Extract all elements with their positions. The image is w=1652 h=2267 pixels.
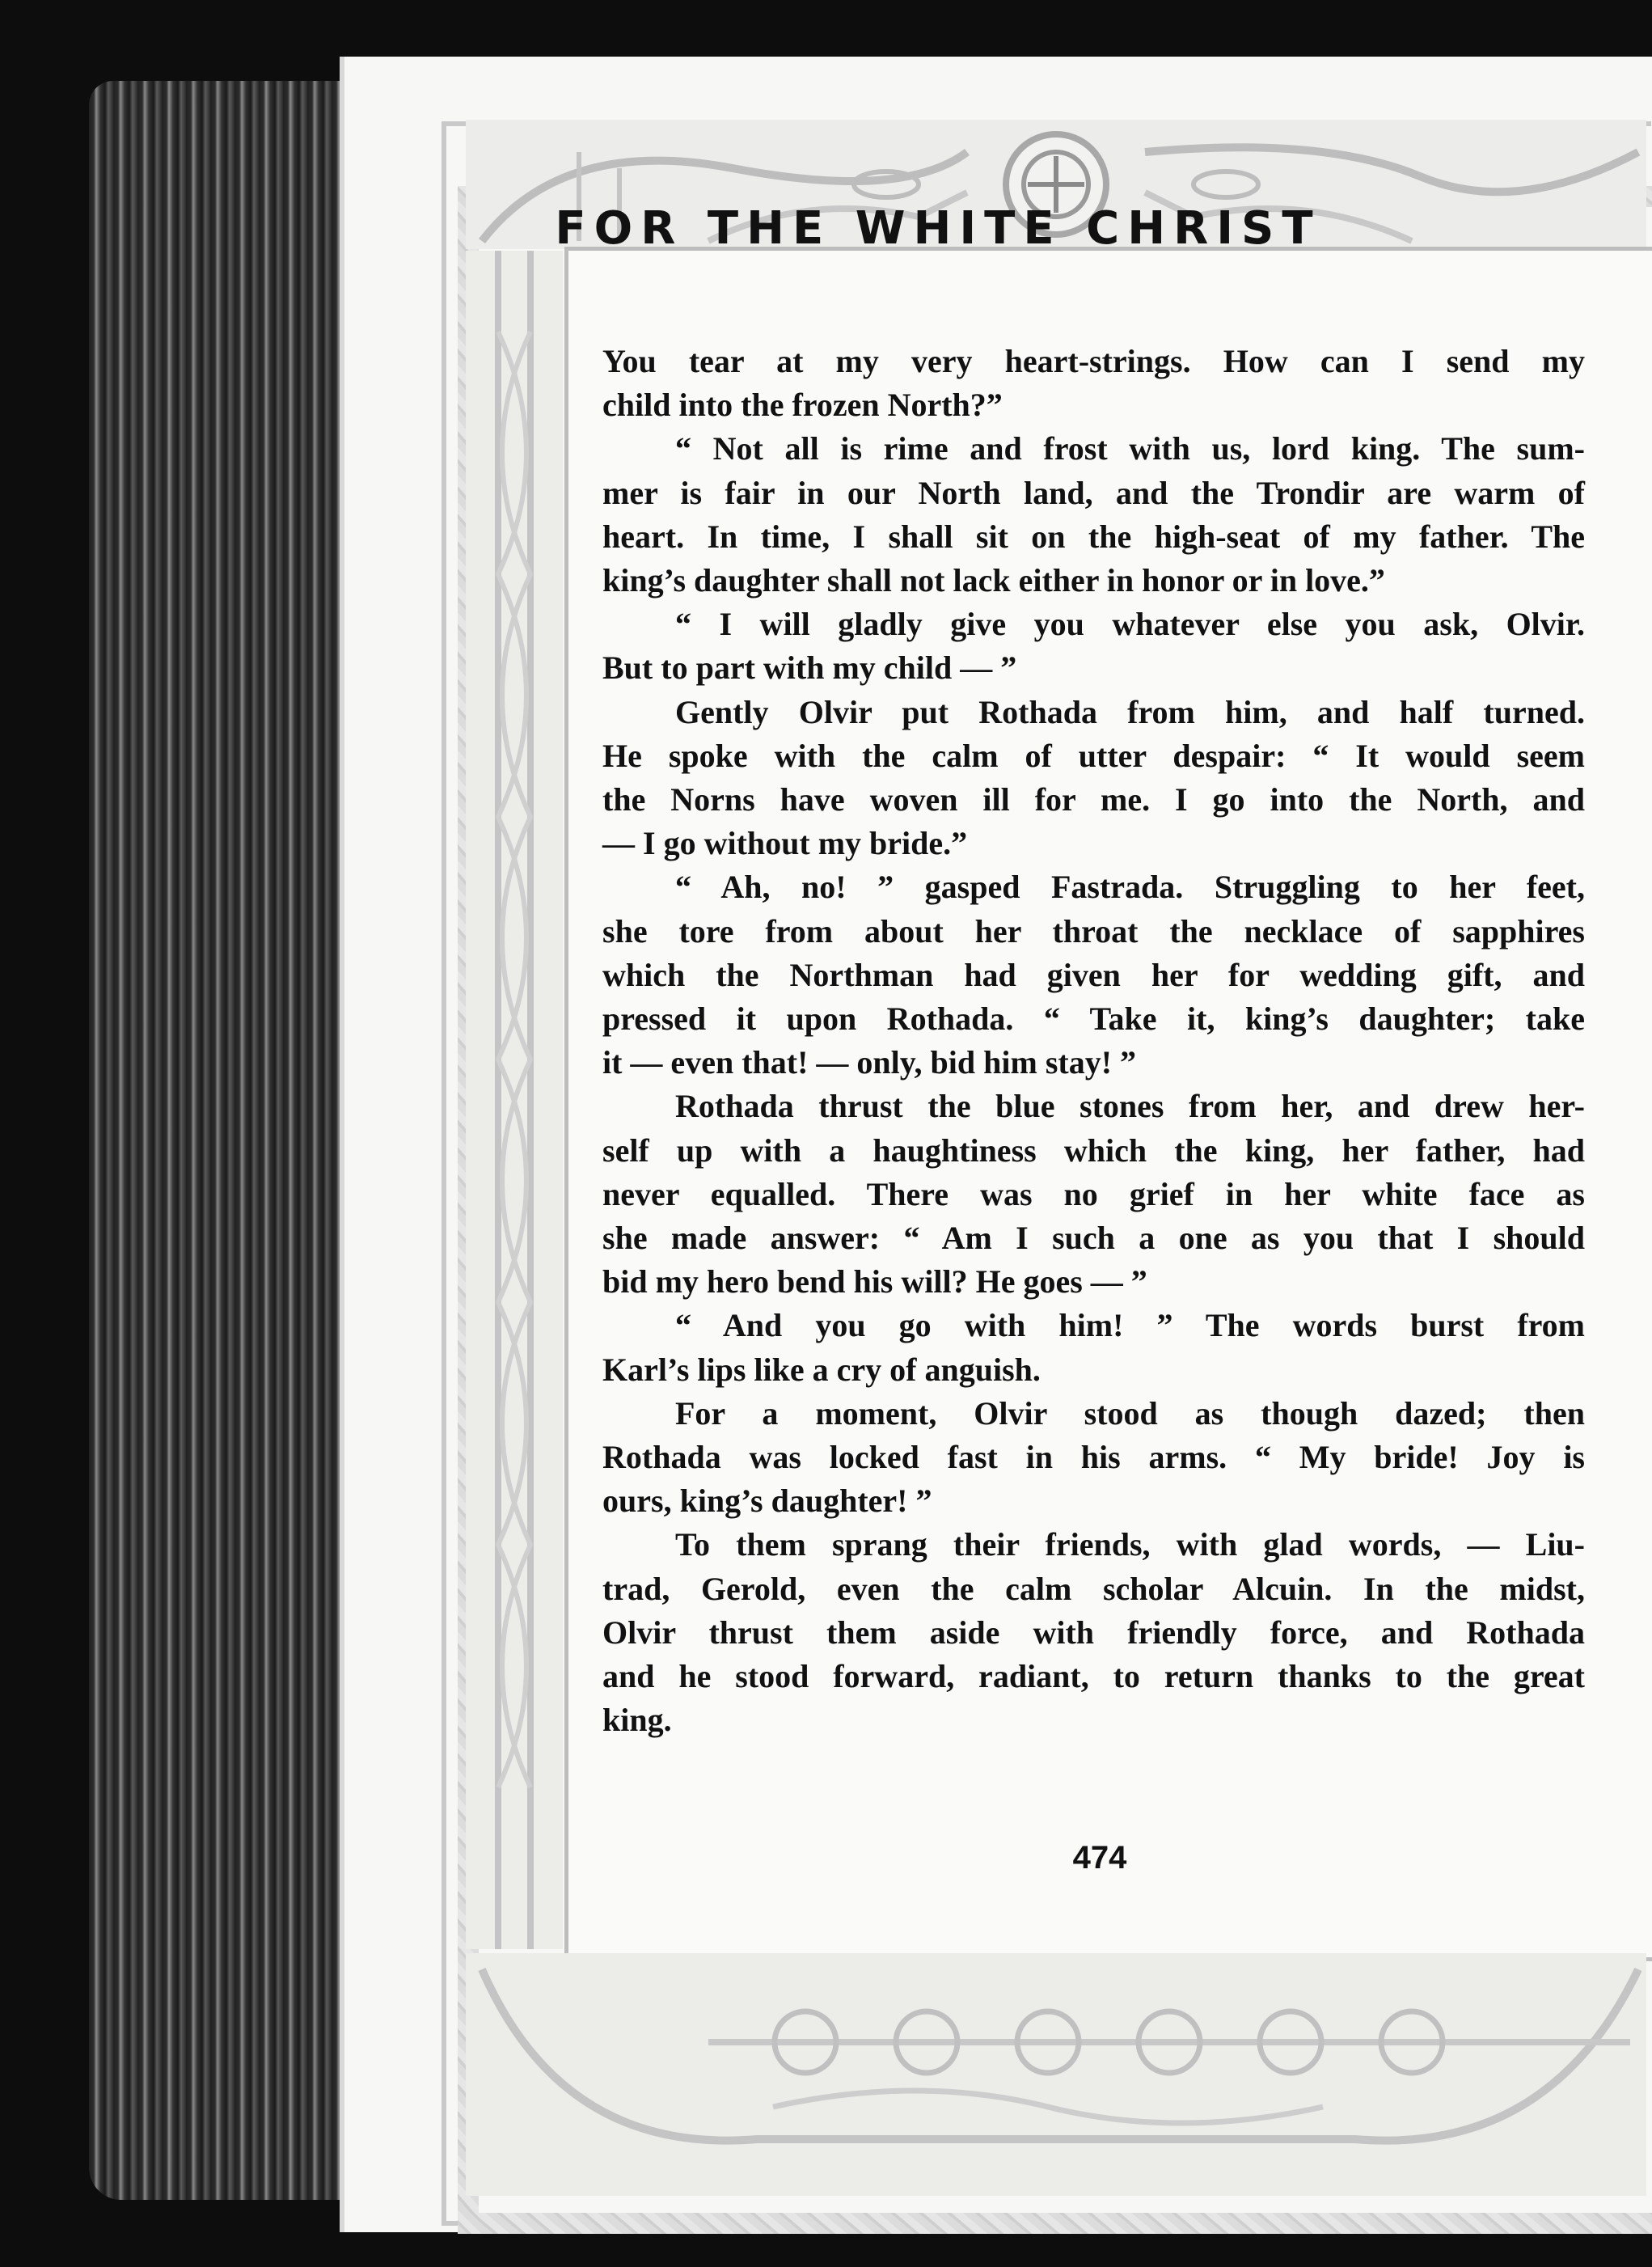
page-number: 474 — [1072, 1840, 1127, 1876]
text-line: “ I will gladly give you whatever else you ask, Olvir. — [675, 606, 1585, 643]
text-line: which the Northman had given her for wedding gift, and — [602, 956, 1585, 993]
text-line: “ And you go with him! ” The words burst from — [675, 1307, 1585, 1344]
text-line: — I go without my bride.” — [602, 825, 968, 862]
body-text — [602, 340, 1585, 1743]
text-line: heart. In time, I shall sit on the high-seat of my father. The — [602, 518, 1585, 555]
text-line: Gently Olvir put Rothada from him, and half turned. — [675, 693, 1585, 730]
text-line: “ Ah, no! ” gasped Fastrada. Struggling to her feet, — [675, 869, 1585, 906]
text-line: self up with a haughtiness which the king, her father, had — [602, 1131, 1585, 1169]
text-line: Rothada was locked fast in his arms. “ My bride! Joy is — [602, 1439, 1585, 1476]
text-line: it — even that! — only, bid him stay! ” — [602, 1044, 1137, 1081]
text-line: the Norns have woven ill for me. I go into the North, and — [602, 781, 1585, 818]
text-line: He spoke with the calm of utter despair: “ It would seem — [602, 737, 1585, 774]
side-ornament — [466, 251, 563, 1949]
text-line: But to part with my child — ” — [602, 649, 1017, 687]
text-line: and he stood forward, radiant, to return thanks to the great — [602, 1658, 1585, 1695]
book-spine-edge — [89, 81, 348, 2200]
text-line: she tore from about her throat the necklace of sapphires — [602, 912, 1585, 950]
text-line: To them sprang their friends, with glad words, — Liu- — [675, 1526, 1585, 1563]
text-line: she made answer: “ Am I such a one as you that I should — [602, 1220, 1585, 1257]
text-line: Rothada thrust the blue stones from her, and drew her- — [675, 1088, 1585, 1125]
text-line: king’s daughter shall not lack either in honor or in love.” — [602, 562, 1385, 599]
text-line: bid my hero bend his will? He goes — ” — [602, 1263, 1147, 1301]
text-line: For a moment, Olvir stood as though dazed; then — [675, 1394, 1585, 1432]
running-head: FOR THE WHITE CHRIST — [555, 202, 1321, 255]
text-line: mer is fair in our North land, and the Trondir are warm of — [602, 474, 1585, 511]
text-line: trad, Gerold, even the calm scholar Alcuin. In the midst, — [602, 1570, 1585, 1607]
text-line: Karl’s lips like a cry of anguish. — [602, 1351, 1041, 1388]
bottom-ornament — [466, 1953, 1646, 2196]
text-line: ours, king’s daughter! ” — [602, 1482, 932, 1520]
text-line: king. — [602, 1702, 672, 1739]
text-line: “ Not all is rime and frost with us, lord king. The sum- — [675, 430, 1585, 467]
text-line: child into the frozen North?” — [602, 387, 1003, 424]
text-line: Olvir thrust them aside with friendly force, and Rothada — [602, 1614, 1585, 1651]
text-line: You tear at my very heart-strings. How can I send my — [602, 343, 1585, 379]
text-line: pressed it upon Rothada. “ Take it, king’s daughter; take — [602, 1000, 1585, 1038]
text-line: never equalled. There was no grief in her white face as — [602, 1175, 1585, 1212]
